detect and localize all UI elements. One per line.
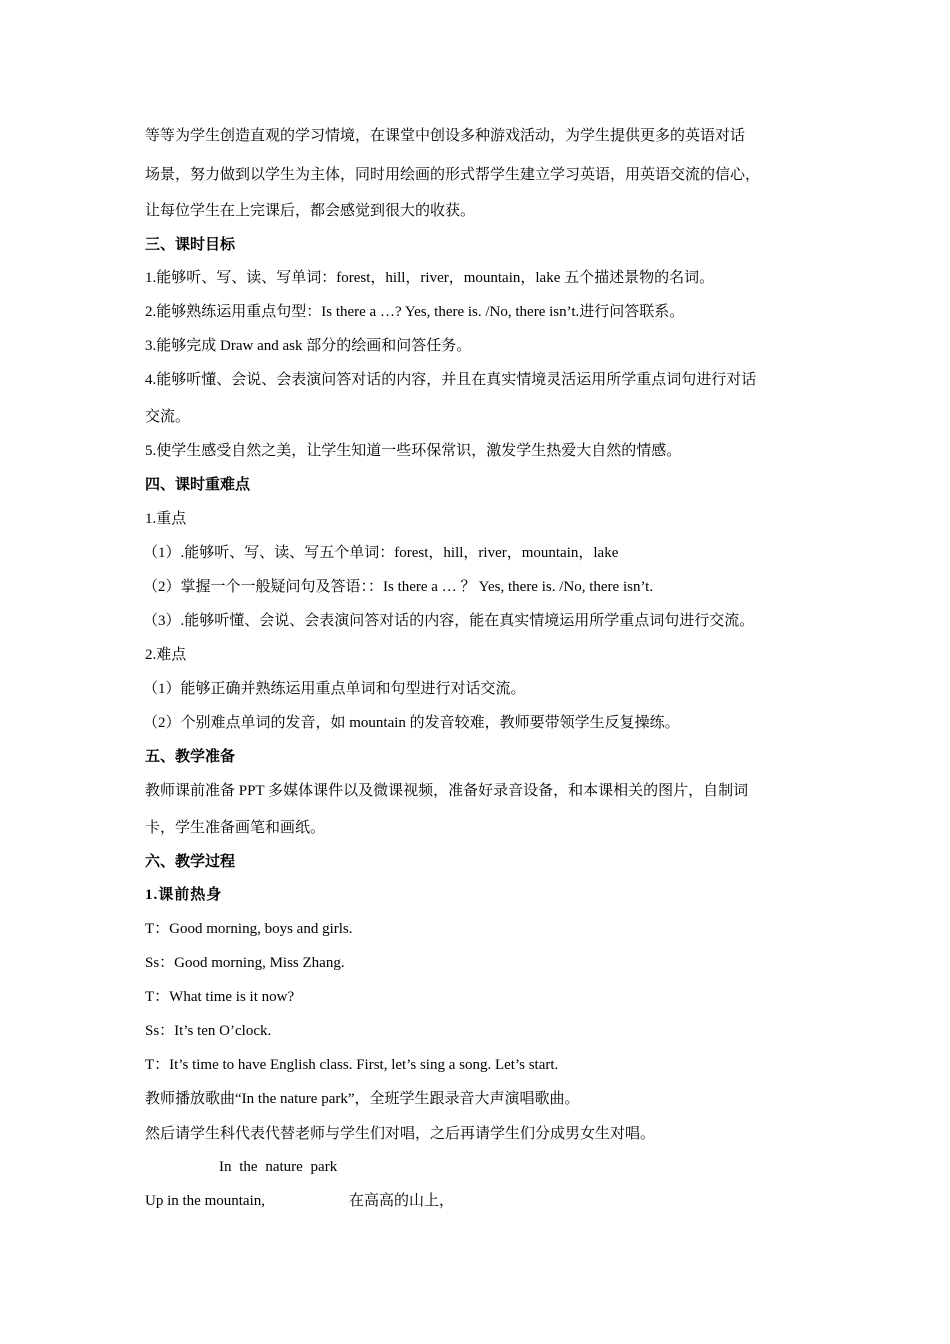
difficult-point-item: （2）个别难点单词的发音，如 mountain 的发音较难，教师要带领学生反复操练。 — [143, 715, 680, 731]
difficult-point-item: （1）能够正确并熟练运用重点单词和句型进行对话交流。 — [143, 681, 526, 697]
objective-item: 4.能够听懂、会说、会表演问答对话的内容，并且在真实情境灵活运用所学重点词句进行对话 — [145, 372, 757, 388]
subheading-warm-up: 1.课前热身 — [145, 887, 223, 903]
objective-item-continued: 交流。 — [145, 409, 191, 425]
section-heading-preparation: 五、教学准备 — [145, 749, 236, 765]
section-heading-process: 六、教学过程 — [145, 854, 236, 870]
section-heading-objectives: 三、课时目标 — [145, 237, 236, 253]
song-lyric-english: Up in the mountain, — [145, 1193, 265, 1209]
key-point-item: （3）.能够听懂、会说、会表演问答对话的内容，能在真实情境运用所学重点词句进行交流。 — [143, 613, 755, 629]
dialogue-line: Ss：It’s ten O’clock. — [145, 1023, 272, 1039]
paragraph-line: 场景，努力做到以学生为主体，同时用绘画的形式帮学生建立学习英语，用英语交流的信心， — [145, 167, 761, 183]
preparation-text: 卡，学生准备画笔和画纸。 — [145, 820, 326, 836]
paragraph-line: 让每位学生在上完课后，都会感觉到很大的收获。 — [145, 203, 476, 219]
subheading-difficult-point: 2.难点 — [145, 647, 187, 663]
objective-item: 3.能够完成 Draw and ask 部分的绘画和问答任务。 — [145, 338, 472, 354]
song-lyric-chinese: 在高高的山上， — [349, 1193, 455, 1209]
preparation-text: 教师课前准备 PPT 多媒体课件以及微课视频，准备好录音设备，和本课相关的图片，自制词 — [145, 783, 749, 799]
song-title: In the nature park — [219, 1159, 338, 1175]
objective-item: 1.能够听、写、读、写单词：forest，hill，river，mountain，lake 五个描述景物的名词。 — [145, 270, 715, 286]
paragraph-line: 等等为学生创造直观的学习情境，在课堂中创设多种游戏活动，为学生提供更多的英语对话 — [145, 128, 746, 144]
key-point-item: （1）.能够听、写、读、写五个单词：forest，hill，river，mountain，lake — [143, 545, 619, 561]
objective-item: 2.能够熟练运用重点句型：Is there a …? Yes, there is. /No, there isn’t.进行问答联系。 — [145, 304, 685, 320]
dialogue-line: T：It’s time to have English class. First, let’s sing a song. Let’s start. — [145, 1057, 559, 1073]
paragraph-line: 然后请学生科代表代替老师与学生们对唱，之后再请学生们分成男女生对唱。 — [145, 1126, 656, 1142]
objective-item: 5.使学生感受自然之美，让学生知道一些环保常识，激发学生热爱大自然的情感。 — [145, 443, 682, 459]
dialogue-line: T：Good morning, boys and girls. — [145, 921, 353, 937]
section-heading-key-points: 四、课时重难点 — [145, 477, 251, 493]
key-point-item: （2）掌握一个一般疑问句及答语：：Is there a … ？ Yes, there is. /No, there isn’t. — [143, 579, 654, 595]
paragraph-line: 教师播放歌曲“In the nature park”，全班学生跟录音大声演唱歌曲。 — [145, 1091, 580, 1107]
dialogue-line: T：What time is it now? — [145, 989, 295, 1005]
dialogue-line: Ss：Good morning, Miss Zhang. — [145, 955, 345, 971]
subheading-key-point: 1.重点 — [145, 511, 187, 527]
